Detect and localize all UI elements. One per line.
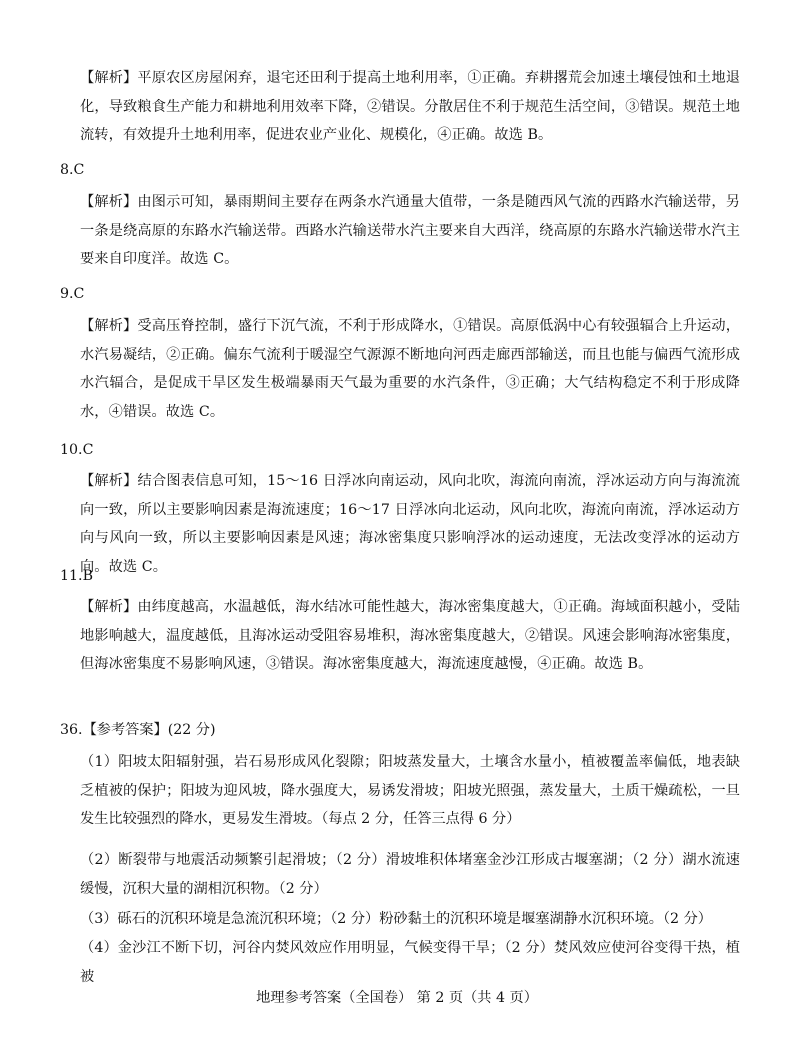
analysis-q9: 【解析】受高压脊控制，盛行下沉气流，不利于形成降水，①错误。高原低涡中心有较强辐合上升运动，水汽易凝结，②正确。偏东气流利于暖湿空气源源不断地向河西走廊西部输送，而且也能与偏西气流形成水汽辐合，是促成干旱区发生极端暴雨天气最为重要的水汽条件，③正确；大气结构稳定不利于形成降水，④错误。故选 C。	[80, 318, 740, 420]
page-footer: 地理参考答案（全国卷） 第 2 页（共 4 页）	[256, 990, 538, 1006]
q36-part-2: （2）断裂带与地震活动频繁引起滑坡；（2 分）滑坡堆积体堵塞金沙江形成古堰塞湖；（2 分）湖水流速缓慢，沉积大量的湖相沉积物。（2 分）	[80, 852, 740, 897]
analysis-q11: 【解析】由纬度越高，水温越低，海水结冰可能性越大，海冰密集度越大，①正确。海域面积越小，受陆地影响越大，温度越低，且海冰运动受阻容易堆积，海冰密集度越大，②错误。风速会影响海冰密集度，但海冰密集度不易影响风速，③错误。海冰密集度越大，海流速度越慢，④正确。故选 B。	[80, 599, 740, 672]
q36-part-3: （3）砾石的沉积环境是急流沉积环境；（2 分）粉砂黏土的沉积环境是堰塞湖静水沉积环境。（2 分）	[80, 911, 712, 927]
q36-part-1: （1）阳坡太阳辐射强，岩石易形成风化裂隙；阳坡蒸发量大，土壤含水量小，植被覆盖率偏低，地表缺乏植被的保护；阳坡为迎风坡，降水强度大，易诱发滑坡；阳坡光照强，蒸发量大，土质干燥疏松，一旦发生比较强烈的降水，更易发生滑坡。（每点 2 分，任答三点得 6 分）	[80, 754, 740, 827]
question-number-8: 8.C	[60, 162, 85, 178]
question-number-9: 9.C	[60, 286, 85, 302]
analysis-q7: 【解析】平原农区房屋闲弃，退宅还田利于提高土地利用率，①正确。弃耕撂荒会加速土壤侵蚀和土地退化，导致粮食生产能力和耕地利用效率下降，②错误。分散居住不利于规范生活空间，③错误。规范土地流转，有效提升土地利用率，促进农业产业化、规模化，④正确。故选 B。	[80, 70, 740, 143]
q36-part-4: （4）金沙江不断下切，河谷内焚风效应作用明显，气候变得干旱；（2 分）焚风效应使河谷变得干热，植被	[80, 940, 740, 985]
question-number-11: 11.B	[60, 568, 93, 584]
q36-heading: 36.【参考答案】(22 分)	[60, 722, 216, 738]
question-number-10: 10.C	[60, 442, 94, 458]
analysis-q10: 【解析】结合图表信息可知，15～16 日浮冰向南运动，风向北吹，海流向南流，浮冰运动方向与海流流向一致，所以主要影响因素是海流速度；16～17 日浮冰向北运动，风向北吹，海流向南流，浮冰运动方向与风向一致，所以主要影响因素是风速；海冰密集度只影响浮冰的运动速度，无法改变浮冰的运动方向。故选 C。	[80, 473, 740, 575]
analysis-q8: 【解析】由图示可知，暴雨期间主要存在两条水汽通量大值带，一条是随西风气流的西路水汽输送带，另一条是绕高原的东路水汽输送带。西路水汽输送带水汽主要来自大西洋，绕高原的东路水汽输送带水汽主要来自印度洋。故选 C。	[80, 194, 740, 267]
